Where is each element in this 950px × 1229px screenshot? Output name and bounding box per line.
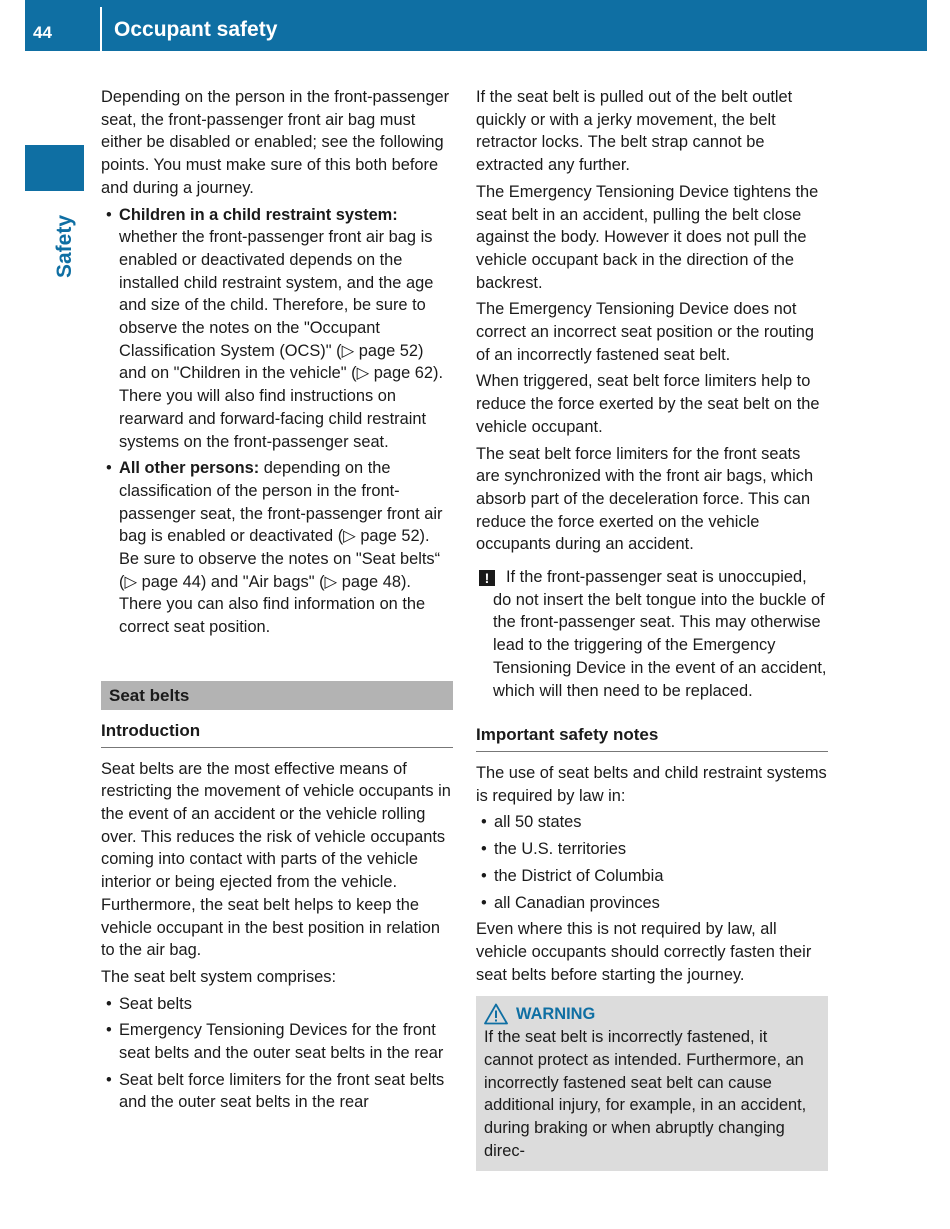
subheading-important-safety-notes: Important safety notes <box>476 724 828 752</box>
law-list <box>476 811 828 914</box>
bullet-text: depending on the classification of the person in the front-passenger seat, the front-passenger front air bag is enabled or deactivated (▷ page 52). Be sure to observe the notes on "Seat belts“ (▷ page 44) and "Air bags" (▷ page 48). There you can also find information on the correct seat position. <box>119 459 443 637</box>
list-item <box>101 457 453 639</box>
notice-block <box>476 566 828 702</box>
exclamation-icon: ! <box>479 570 495 586</box>
bullet-bold-lead: Children in a child restraint system: <box>119 205 398 224</box>
warning-triangle-icon <box>484 1003 508 1025</box>
system-intro: The seat belt system comprises: <box>101 967 337 986</box>
person-bullet-list <box>101 204 453 639</box>
paragraph: The seat belt force limiters for the front seats are synchronized with the front air bags, which absorb part of the deceleration force. This can reduce the force exerted on the vehicle occupants during an accident. <box>476 444 814 554</box>
list-item <box>101 204 453 454</box>
subheading-introduction: Introduction <box>101 720 453 748</box>
page-number: 44 <box>33 23 52 42</box>
side-tab-label: Safety <box>53 214 76 278</box>
list-item: • Emergency Tensioning Devices for the front seat belts and the outer seat belts in the rear <box>101 1019 453 1064</box>
side-tab-marker <box>25 145 84 191</box>
list-item: • Seat belt force limiters for the front seat belts and the outer seat belts in the rear <box>101 1069 453 1114</box>
paragraph: The Emergency Tensioning Device does not correct an incorrect seat position or the routing of an incorrectly fastened seat belt. <box>476 300 815 364</box>
warning-header <box>484 1002 820 1026</box>
warning-title: WARNING <box>516 1004 596 1023</box>
bullet-text: whether the front-passenger front air bag is enabled or deactivated depends on the installed child restraint system, and the age and size of the child. Therefore, be sure to observe the notes on the "Occupant Classification System (OCS)" (▷ page 52) and on "Children in the vehicle" (▷ page 62). There you will also find instructions on rearward and forward-facing child restraint systems on the front-passenger seat. <box>119 228 444 451</box>
paragraph: The Emergency Tensioning Device tightens the seat belt in an accident, pulling the belt close against the body. However it does not pull the vehicle occupant back in the direction of the backrest. <box>476 182 819 292</box>
list-item: • Seat belts <box>101 993 453 1016</box>
list-item: • all 50 states <box>476 811 828 834</box>
introduction-paragraph: Seat belts are the most effective means of restricting the movement of vehicle occupants in the event of an accident or the vehicle rolling over. This reduces the risk of vehicle occupants coming into contact with parts of the vehicle interior or being ejected from the vehicle. Furthermore, the seat belt helps to keep the vehicle occupant in the best position in relation to the air bag. <box>101 759 451 960</box>
paragraph: When triggered, seat belt force limiters help to reduce the force exerted by the seat belt on the vehicle occupant. <box>476 372 820 436</box>
system-list <box>101 993 453 1115</box>
list-item: • the District of Columbia <box>476 865 828 888</box>
page-title: Occupant safety <box>114 18 278 41</box>
left-column <box>101 86 453 1118</box>
header-divider <box>100 7 102 51</box>
warning-text: If the seat belt is incorrectly fastened, it cannot protect as intended. Furthermore, an incorrectly fastened seat belt can cause additional injury, for example, in an accident, during braking or when abruptly changing direc- <box>484 1028 807 1160</box>
law-outro: Even where this is not required by law, all vehicle occupants should correctly fasten their seat belts before starting the journey. <box>476 920 812 984</box>
right-column <box>476 86 828 1171</box>
list-item: • all Canadian provinces <box>476 892 828 915</box>
warning-box <box>476 996 828 1170</box>
notice-text <box>493 566 828 702</box>
list-item: • the U.S. territories <box>476 838 828 861</box>
bullet-bold-lead: All other persons: <box>119 459 260 478</box>
law-intro: The use of seat belts and child restraint systems is required by law in: <box>476 763 827 805</box>
intro-paragraph: Depending on the person in the front-passenger seat, the front-passenger front air bag must either be disabled or enabled; see the following points. You must make sure of this both before and during a journey. <box>101 88 450 197</box>
notice-body: If the front-passenger seat is unoccupied, do not insert the belt tongue into the buckle of the front-passenger seat. This may otherwise lead to the triggering of the Emergency Tensioning Device in the event of an accident, which will then need to be replaced. <box>493 568 827 700</box>
paragraph: If the seat belt is pulled out of the belt outlet quickly or with a jerky movement, the belt retractor locks. The belt strap cannot be extracted any further. <box>476 88 793 175</box>
section-title: Seat belts <box>101 681 453 710</box>
